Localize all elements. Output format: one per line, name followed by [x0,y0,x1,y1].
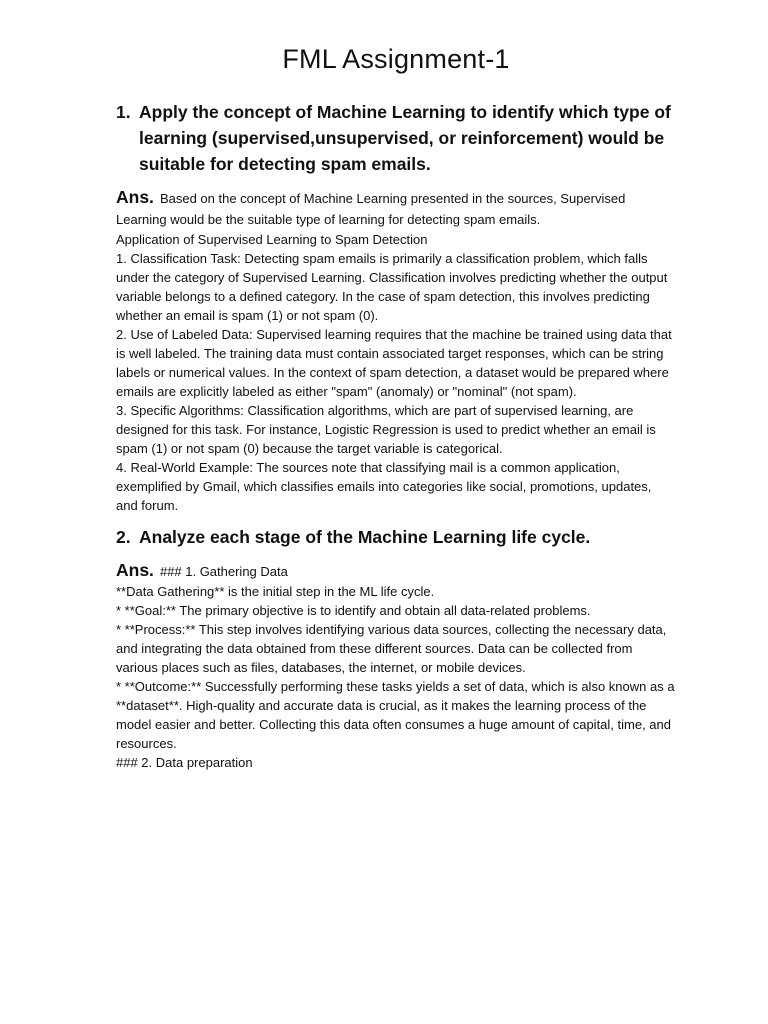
answer-2-intro-line [116,560,676,582]
answer-2-label: Ans. [116,560,154,580]
answer-1-heading: Application of Supervised Learning to Spam Detection [116,232,428,247]
answer-2-intro: ### 1. Gathering Data [159,564,288,579]
answer-1-label: Ans. [116,187,154,207]
question-1-text: Apply the concept of Machine Learning to identify which type of learning (supervised,unsupervised, or reinforcement) would be suitable for detecting spam emails. [139,102,671,174]
answer-2-para-4: * **Outcome:** Successfully performing these tasks yields a set of data, which is also known as a **dataset**. High-quality and accurate data is crucial, as it makes the learning process of the model easier and better. Collecting this data often consumes a huge amount of capital, time, and resources. [116,679,675,751]
answer-2-para-1: **Data Gathering** is the initial step in the ML life cycle. [116,584,435,599]
question-2 [116,524,676,550]
answer-1-intro: Based on the concept of Machine Learning presented in the sources, Supervised Learning would be the suitable type of learning for detecting spam emails. [116,191,626,227]
answer-1-point-1: 1. Classification Task: Detecting spam emails is primarily a classification problem, which falls under the category of Supervised Learning. Classification involves predicting whether the output variable belongs to a defined category. In the case of spam detection, this involves predicting whether an email is spam (1) or not spam (0). [116,251,668,323]
answer-1-point-2: 2. Use of Labeled Data: Supervised learning requires that the machine be trained using data that is well labeled. The training data must contain associated target responses, which can be string labels or numerical values. In the context of spam detection, a dataset would be prepared where emails are explicitly labeled as either "spam" (anomaly) or "nominal" (not spam). [116,327,672,399]
answer-1-intro-line [116,187,676,230]
document-title: FML Assignment-1 [282,44,510,74]
question-1-number: 1. [116,102,131,122]
question-2-number: 2. [116,527,131,547]
answer-1-point-3: 3. Specific Algorithms: Classification algorithms, which are part of supervised learning, are designed for this task. For instance, Logistic Regression is used to predict whether an email is spam (1) or not spam (0) because the target variable is categorical. [116,403,656,456]
answer-2-para-2: * **Goal:** The primary objective is to identify and obtain all data-related problems. [116,603,591,618]
answer-1-point-4: 4. Real-World Example: The sources note that classifying mail is a common application, exemplified by Gmail, which classifies emails into categories like social, promotions, updates, and forum. [116,460,652,513]
answer-2-para-5: ### 2. Data preparation [116,755,253,770]
question-2-text: Analyze each stage of the Machine Learning life cycle. [139,527,591,547]
answer-2-para-3: * **Process:** This step involves identifying various data sources, collecting the necessary data, and integrating the data obtained from these different sources. Data can be collected from various places such as files, databases, the internet, or mobile devices. [116,622,667,675]
question-1 [116,99,676,177]
